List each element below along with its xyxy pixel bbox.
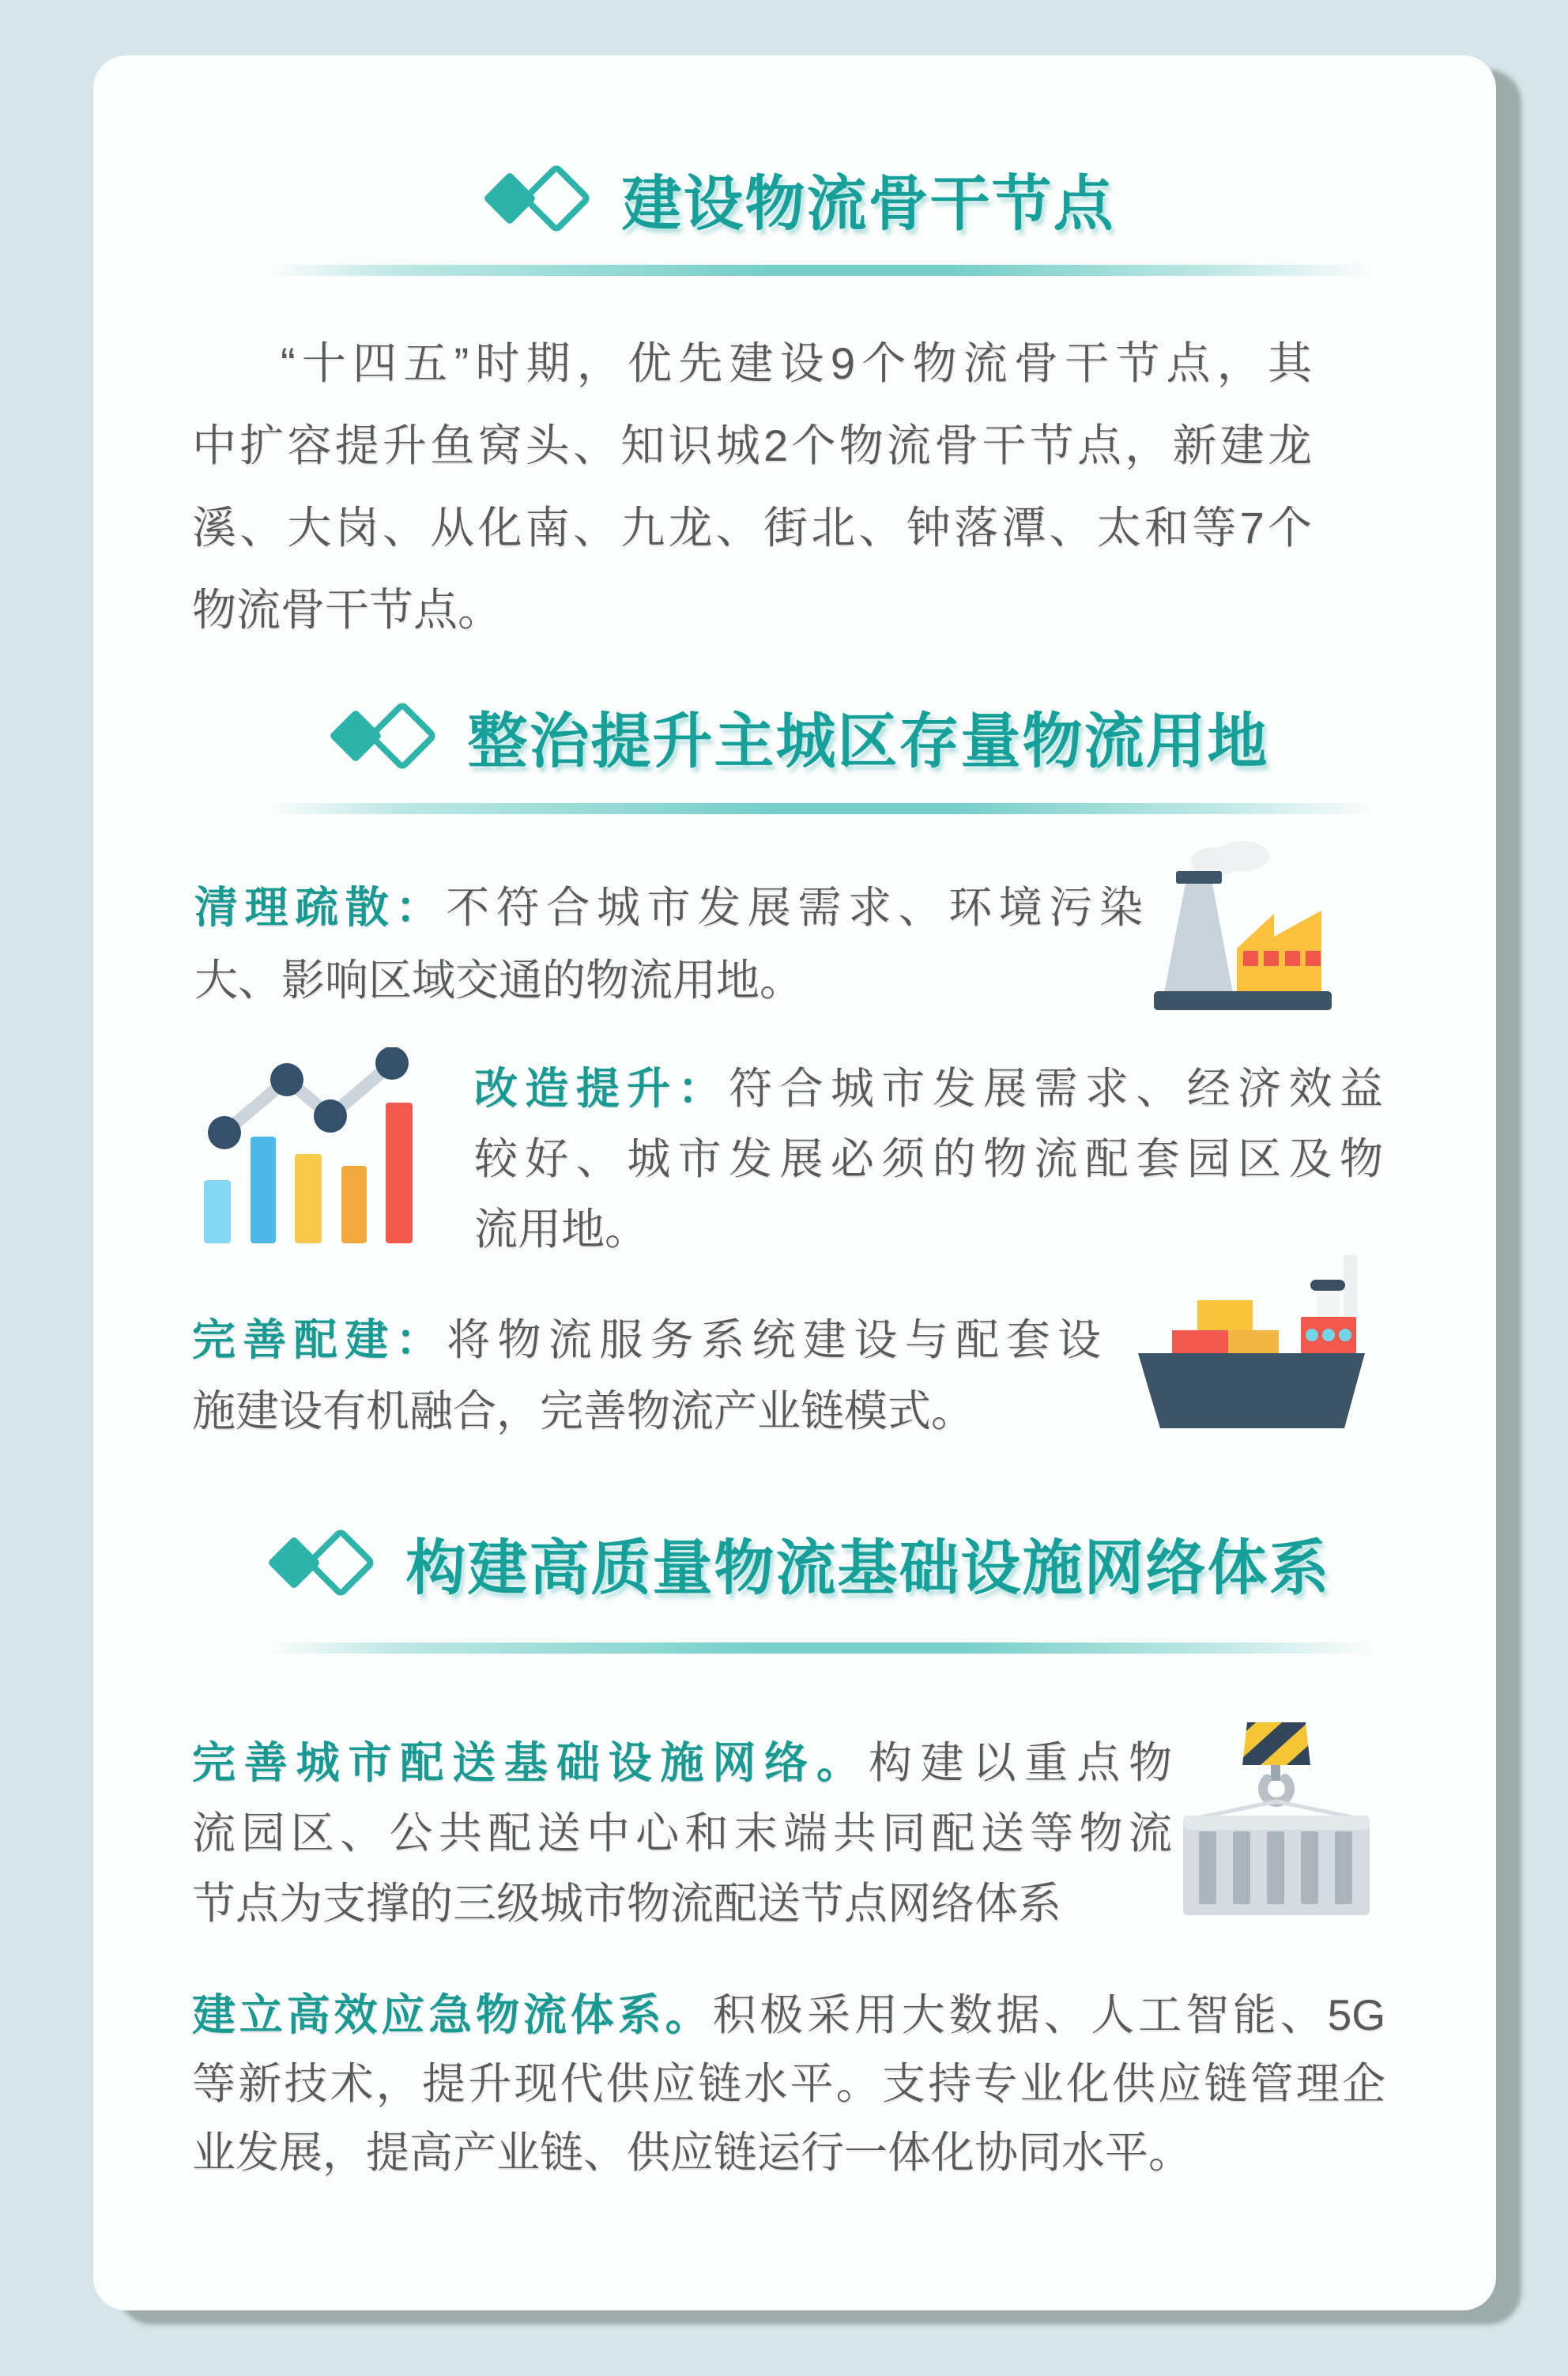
item-clean-disperse bbox=[194, 871, 1143, 1016]
section-3-title: 构建高质量物流基础设施网络体系 bbox=[405, 1534, 1331, 1602]
factory-icon bbox=[1154, 838, 1332, 1012]
paragraph-line: 业发展，提高产业链、供应链运行一体化协同水平。 bbox=[192, 2128, 1193, 2177]
paragraph-line: 等新技术，提升现代供应链水平。支持专业化供应链管理企 bbox=[192, 2059, 1385, 2108]
item-text: 将物流服务系统建设与配套设 bbox=[447, 1315, 1101, 1364]
paragraph-line bbox=[192, 1728, 1172, 1798]
paragraph-line bbox=[192, 1981, 1385, 2050]
item-complete bbox=[192, 1304, 1101, 1446]
item-label: 改造提升： bbox=[474, 1064, 729, 1113]
item-label: 完善配建： bbox=[192, 1315, 447, 1364]
item-text: 构建以重点物 bbox=[868, 1738, 1172, 1787]
item-label: 清理疏散： bbox=[194, 883, 447, 932]
paragraph-line: 溪、大岗、从化南、九龙、街北、钟落潭、太和等7个 bbox=[192, 503, 1312, 553]
paragraph-line bbox=[474, 1054, 1383, 1124]
section-2-heading-row bbox=[93, 688, 1496, 783]
item-text: 不符合城市发展需求、环境污染 bbox=[446, 883, 1143, 932]
item-label: 建立高效应急物流体系。 bbox=[192, 1990, 713, 2039]
paragraph-line: 施建设有机融合，完善物流产业链模式。 bbox=[192, 1386, 975, 1435]
item-upgrade bbox=[474, 1054, 1383, 1265]
item-text: 积极采用大数据、人工智能、5G bbox=[712, 1990, 1385, 2039]
paragraph-line: 大、影响区域交通的物流用地。 bbox=[194, 956, 804, 1005]
paragraph-line: 流用地。 bbox=[474, 1205, 649, 1254]
crane-hook-container-icon bbox=[1182, 1719, 1371, 1917]
paragraph-line: “十四五”时期，优先建设9个物流骨干节点，其 bbox=[281, 338, 1312, 388]
divider bbox=[269, 1642, 1375, 1654]
paragraph-line: 节点为支撑的三级城市物流配送节点网络体系 bbox=[192, 1879, 1062, 1928]
section-1-title: 建设物流骨干节点 bbox=[621, 170, 1115, 238]
divider bbox=[269, 803, 1375, 814]
section-2-title: 整治提升主城区存量物流用地 bbox=[467, 707, 1269, 775]
paragraph-line: 流园区、公共配送中心和末端共同配送等物流 bbox=[192, 1808, 1172, 1857]
item-label: 完善城市配送基础设施网络。 bbox=[192, 1738, 869, 1787]
paragraph-line: 物流骨干节点。 bbox=[192, 585, 502, 635]
paragraph-line bbox=[192, 1304, 1101, 1375]
divider bbox=[269, 265, 1375, 276]
cargo-ship-icon bbox=[1136, 1249, 1367, 1431]
section-3-heading-row bbox=[93, 1515, 1496, 1610]
content-card bbox=[93, 55, 1496, 2310]
item-emergency-logistics bbox=[192, 1981, 1385, 2187]
section-1-paragraph bbox=[192, 322, 1312, 651]
item-text: 符合城市发展需求、经济效益 bbox=[729, 1064, 1383, 1113]
double-diamond-icon bbox=[259, 1523, 376, 1602]
section-1-heading-row bbox=[93, 151, 1496, 246]
paragraph-line: 中扩容提升鱼窝头、知识城2个物流骨干节点，新建龙 bbox=[192, 421, 1312, 470]
paragraph-line: 较好、城市发展必须的物流配套园区及物 bbox=[474, 1134, 1383, 1183]
bar-line-chart-icon bbox=[202, 1047, 419, 1245]
double-diamond-icon bbox=[475, 159, 592, 238]
paragraph-line bbox=[194, 871, 1143, 944]
double-diamond-icon bbox=[321, 696, 438, 775]
item-delivery-network bbox=[192, 1728, 1172, 1939]
